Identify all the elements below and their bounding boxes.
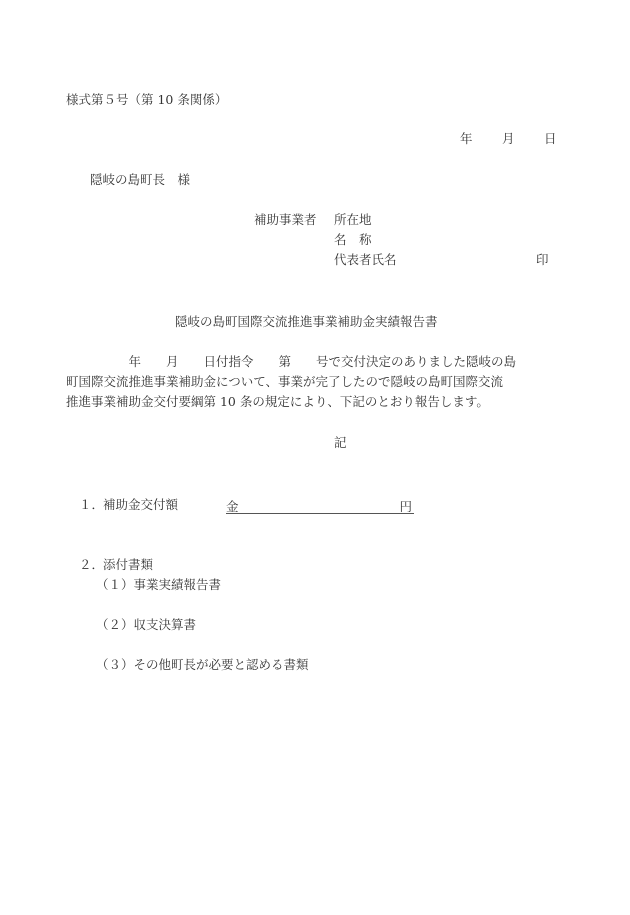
item-number: １．: [79, 497, 105, 512]
attachment-item: （３）その他町長が必要と認める書類: [96, 657, 309, 672]
amount-field[interactable]: [226, 497, 414, 514]
attachment-item: （１）事業実績報告書: [96, 577, 222, 592]
amount-prefix: 金: [226, 499, 239, 514]
seal-mark: 印: [536, 252, 549, 267]
date-month: 月: [502, 131, 515, 146]
date-day: 日: [544, 131, 557, 146]
item-attachments: [79, 557, 153, 573]
addressee: 隠岐の島町長 様: [90, 172, 191, 187]
ki-heading: 記: [334, 435, 347, 450]
field-name: 名 称: [334, 232, 372, 247]
item-grant-amount: [79, 497, 178, 513]
applicant-label: 補助事業者: [254, 212, 317, 227]
amount-suffix: 円: [399, 499, 412, 514]
document-title: 隠岐の島町国際交流推進事業補助金実績報告書: [175, 314, 438, 329]
applicant-fields: [334, 212, 397, 272]
field-representative: 代表者氏名: [334, 252, 397, 267]
date-year: 年: [460, 131, 473, 146]
body-paragraph: [66, 352, 556, 412]
body-line: 推進事業補助金交付要綱第 10 条の規定により、下記のとおり報告します。: [66, 394, 489, 409]
item-number: ２．: [79, 557, 105, 572]
attachment-item: （２）収支決算書: [96, 617, 197, 632]
field-address: 所在地: [334, 212, 372, 227]
item-label: 補助金交付額: [103, 497, 179, 512]
body-line: 年 月 日付指令 第 号で交付決定のありました隠岐の島: [66, 354, 517, 369]
body-line: 町国際交流推進事業補助金について、事業が完了したので隠岐の島町国際交流: [66, 374, 504, 389]
form-number: 様式第５号（第 10 条関係）: [66, 92, 228, 107]
item-label: 添付書類: [103, 557, 154, 572]
